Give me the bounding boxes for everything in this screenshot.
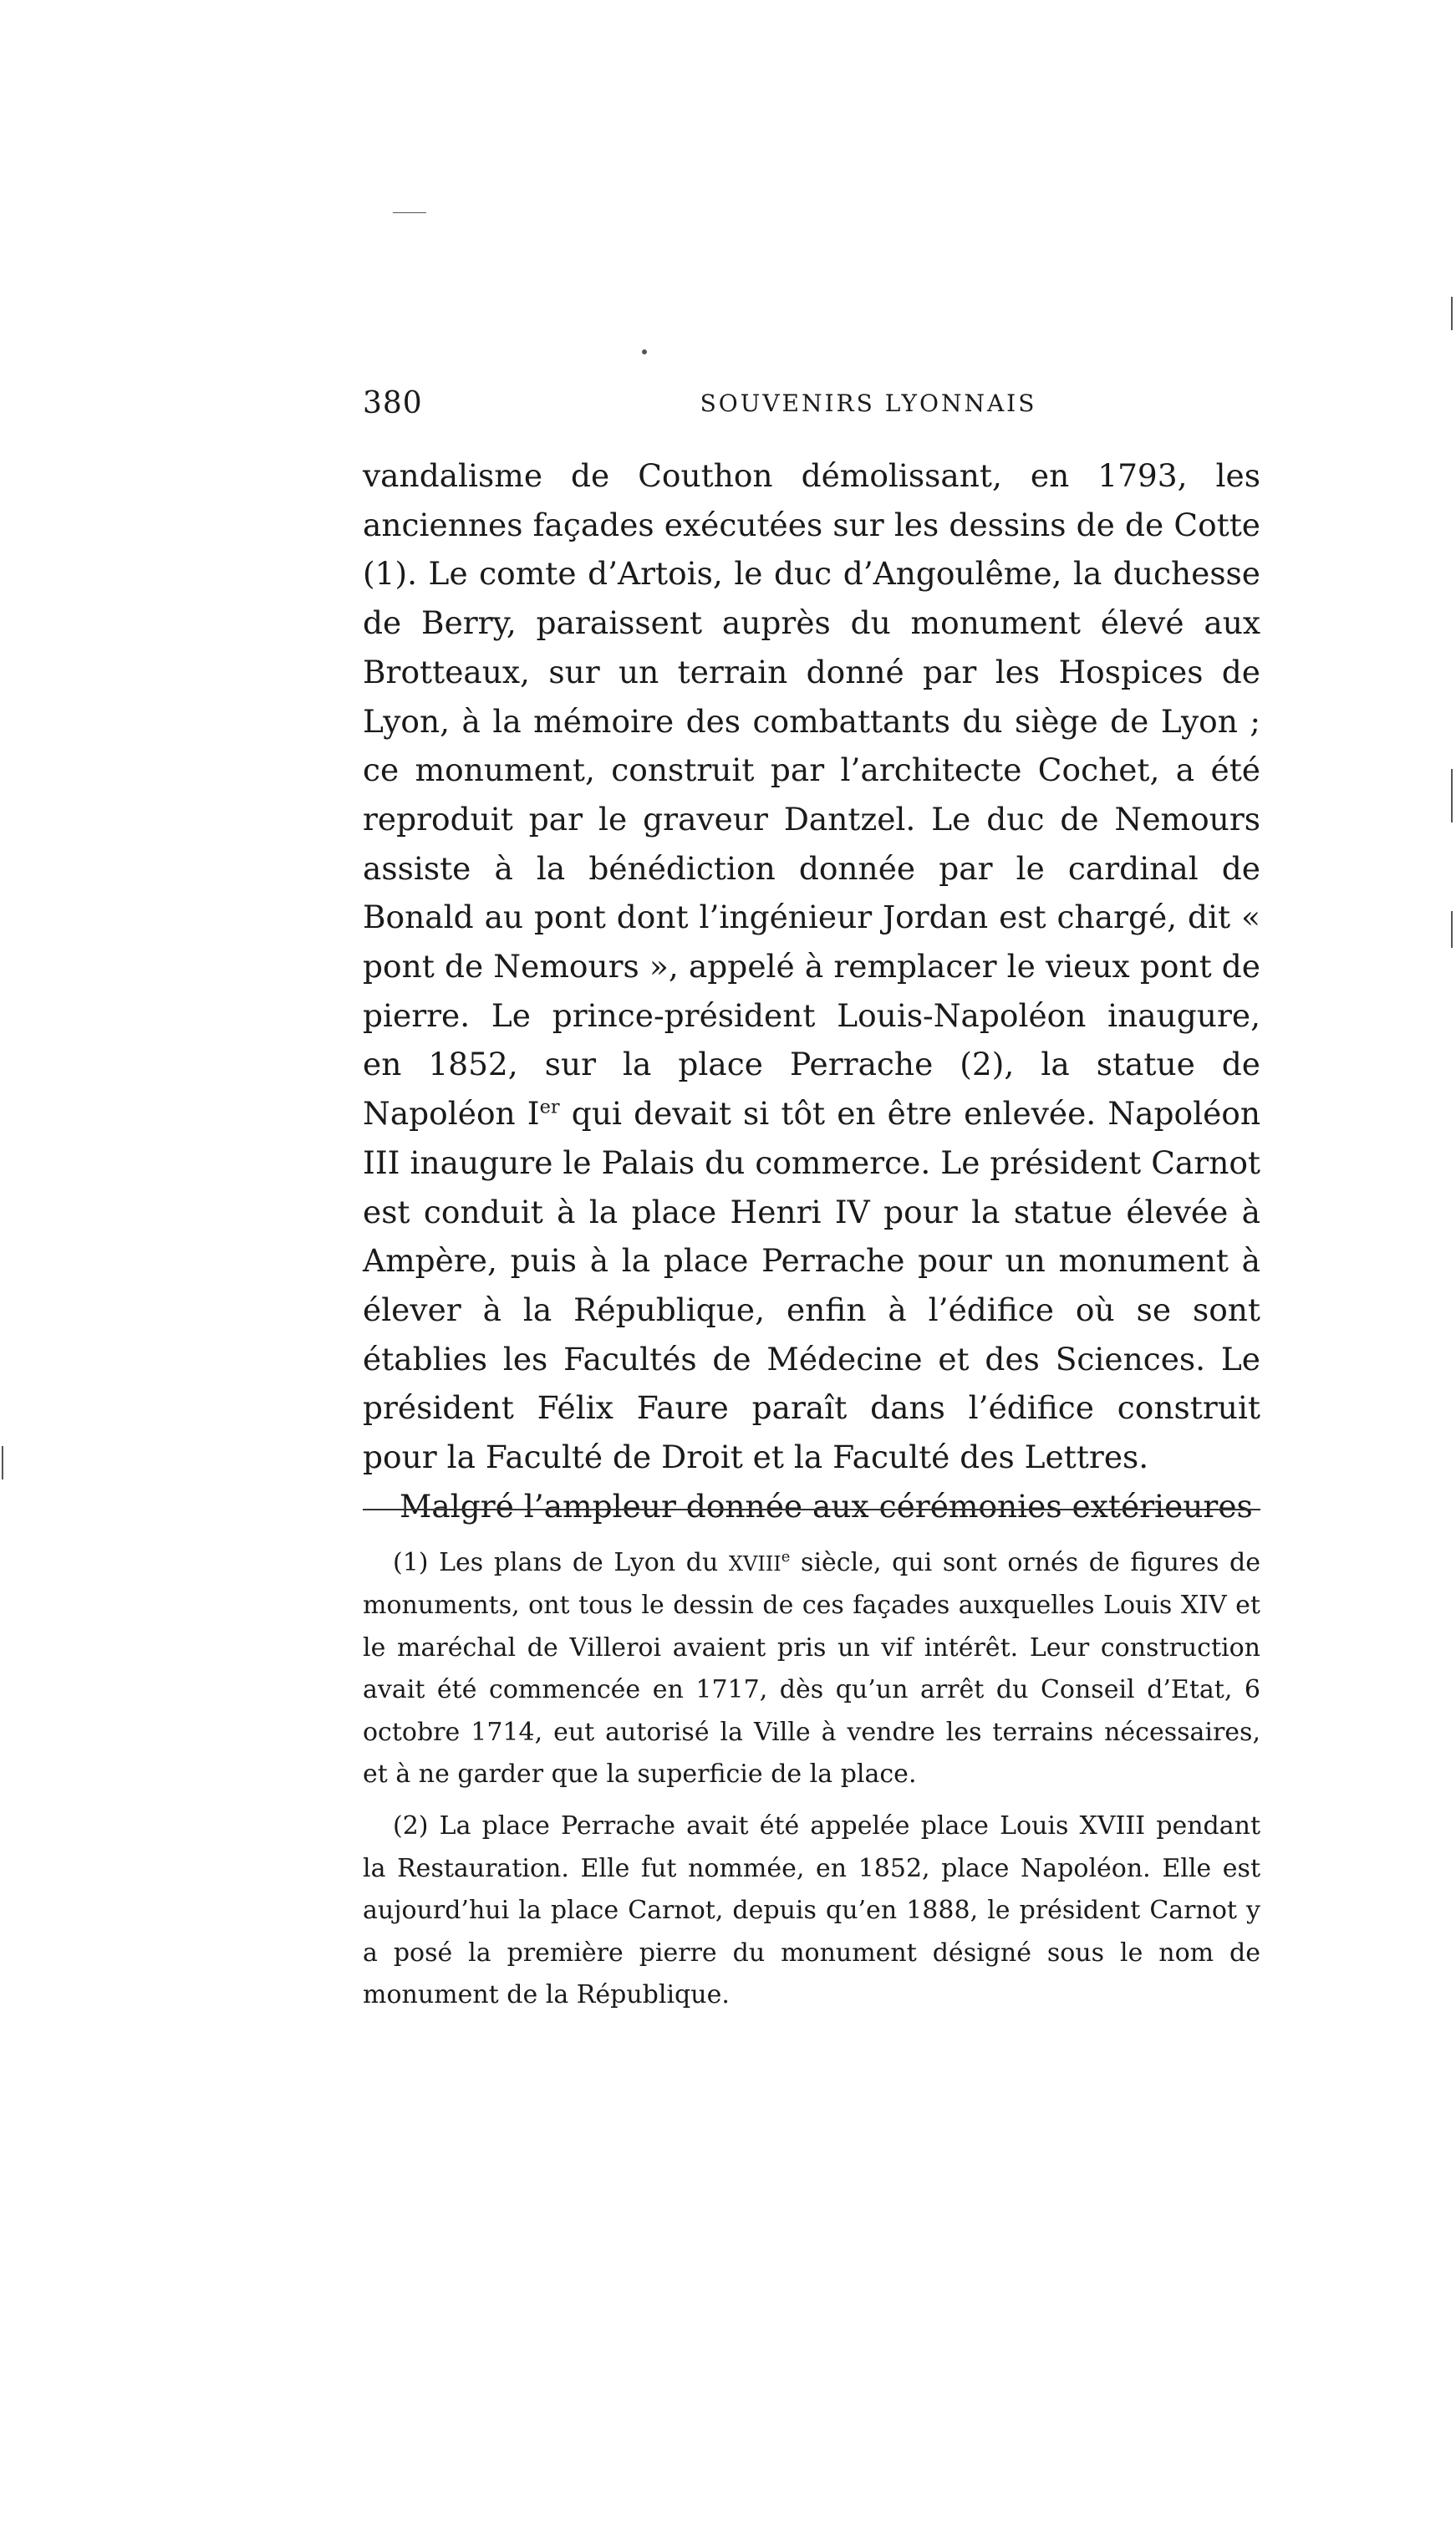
footnote-1 [363, 1542, 1260, 1795]
paragraph: Malgré l’ampleur donnée aux cérémonies extérieures [400, 1487, 1253, 1525]
running-title: SOUVENIRS LYONNAIS [700, 390, 1037, 417]
footnote-text: La place Perrache avait été appelée place Louis XVIII pendant la Restauration. Elle fut nommée, en 1852, place Napoléon. Elle est aujourd’hui la place Carnot, depuis qu’en 1888, le président Carnot y a posé la première pierre du monument désigné sous le nom de monument de la République. [363, 1811, 1260, 2010]
paragraph-text-continued: qui devait si tôt en être enlevée. Napoléon III inaugure le Palais du commerce. Le président Carnot est conduit à la place Henri IV pour la statue élevée à Ampère, puis à la place Perrache pour un monument à élever à la République, enfin à l’édifice où se sont établies les Facultés de Médecine et des Sciences. Le président Félix Faure paraît dans l’édifice construit pour la Faculté de Droit et la Faculté des Lettres. [363, 1095, 1260, 1476]
century-numeral: XVIII [728, 1552, 781, 1576]
scan-mark [1451, 769, 1453, 822]
scan-mark [642, 349, 647, 354]
superscript: er [539, 1096, 560, 1118]
superscript: e [781, 1548, 791, 1566]
footnote-text-continued: siècle, qui sont ornés de figures de monuments, ont tous le dessin de ces façades auxquelles Louis XIV et le maréchal de Villeroi avaient pris un vif intérêt. Leur construction avait été commencée en 1717, dès qu’un arrêt du Conseil d’Etat, 6 octobre 1714, eut autorisé la Ville à vendre les terrains nécessaires, et à ne garder que la superficie de la place. [363, 1548, 1260, 1790]
roman-numeral: I [515, 1095, 540, 1133]
footnote-2 [363, 1805, 1260, 2016]
footnote-marker: (2) [393, 1811, 429, 1841]
scan-mark [393, 212, 426, 213]
scan-mark [1451, 911, 1453, 948]
footnote-divider [363, 1509, 1260, 1510]
scan-mark [2, 1446, 3, 1479]
main-text [363, 451, 1260, 1530]
footnote-text: Les plans de Lyon du [428, 1548, 729, 1577]
footnotes [363, 1542, 1260, 2016]
page-number: 380 [363, 386, 423, 420]
paragraph [363, 451, 1260, 1482]
paragraph-text: vandalisme de Couthon démolissant, en 1793, les anciennes façades exécutées sur les dessins de de Cotte (1). Le comte d’Artois, le duc d’Angoulême, la duchesse de Berry, paraissent auprès du monument élevé aux Brotteaux, sur un terrain donné par les Hospices de Lyon, à la mémoire des combattants du siège de Lyon ; ce monument, construit par l’architecte Cochet, a été reproduit par le graveur Dantzel. Le duc de Nemours assiste à la bénédiction donnée par le cardinal de Bonald au pont dont l’ingénieur Jordan est chargé, dit « pont de Nemours », appelé à remplacer le vieux pont de pierre. Le prince-président Louis-Napoléon inaugure, en 1852, sur la place Perrache (2), la statue de Napoléon [363, 457, 1260, 1133]
scan-mark [1451, 297, 1453, 330]
footnote-marker: (1) [393, 1548, 429, 1577]
page-header [363, 386, 1257, 436]
